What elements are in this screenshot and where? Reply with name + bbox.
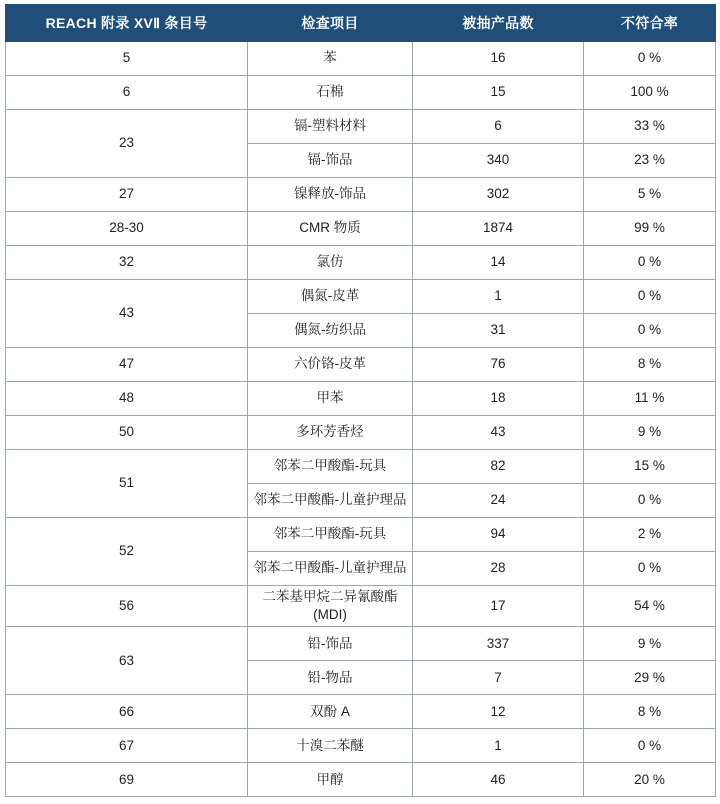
cell-sampled-count: 43 <box>413 416 584 450</box>
table-row <box>6 382 716 416</box>
cell-inspection-item: 镉-饰品 <box>248 144 413 178</box>
cell-noncompliance-rate: 54 % <box>584 586 716 627</box>
cell-inspection-item: 铅-物品 <box>248 661 413 695</box>
cell-noncompliance-rate: 23 % <box>584 144 716 178</box>
table-container <box>5 0 715 797</box>
cell-entry-number: 48 <box>6 382 248 416</box>
cell-inspection-item: 甲醇 <box>248 763 413 797</box>
cell-inspection-item: 偶氮-纺织品 <box>248 314 413 348</box>
cell-inspection-item: 甲苯 <box>248 382 413 416</box>
cell-noncompliance-rate: 0 % <box>584 552 716 586</box>
cell-noncompliance-rate: 99 % <box>584 212 716 246</box>
cell-inspection-item: 石棉 <box>248 76 413 110</box>
cell-inspection-item: 邻苯二甲酸酯-儿童护理品 <box>248 552 413 586</box>
table-row <box>6 518 716 552</box>
cell-entry-number: 5 <box>6 42 248 76</box>
cell-sampled-count: 1 <box>413 729 584 763</box>
table-row <box>6 178 716 212</box>
table-row <box>6 695 716 729</box>
cell-entry-number: 67 <box>6 729 248 763</box>
cell-inspection-item: 苯 <box>248 42 413 76</box>
cell-sampled-count: 6 <box>413 110 584 144</box>
cell-entry-number: 66 <box>6 695 248 729</box>
cell-inspection-item: 邻苯二甲酸酯-玩具 <box>248 450 413 484</box>
cell-entry-number: 32 <box>6 246 248 280</box>
cell-noncompliance-rate: 0 % <box>584 729 716 763</box>
table-row <box>6 450 716 484</box>
cell-sampled-count: 76 <box>413 348 584 382</box>
cell-entry-number: 43 <box>6 280 248 348</box>
cell-sampled-count: 18 <box>413 382 584 416</box>
table-body <box>6 42 716 797</box>
cell-noncompliance-rate: 0 % <box>584 280 716 314</box>
cell-sampled-count: 12 <box>413 695 584 729</box>
table-row <box>6 627 716 661</box>
cell-sampled-count: 46 <box>413 763 584 797</box>
cell-inspection-item: 镉-塑料材料 <box>248 110 413 144</box>
cell-noncompliance-rate: 0 % <box>584 246 716 280</box>
cell-sampled-count: 1 <box>413 280 584 314</box>
cell-sampled-count: 7 <box>413 661 584 695</box>
cell-inspection-item: 十溴二苯醚 <box>248 729 413 763</box>
cell-sampled-count: 24 <box>413 484 584 518</box>
cell-inspection-item: 铅-饰品 <box>248 627 413 661</box>
cell-entry-number: 47 <box>6 348 248 382</box>
cell-entry-number: 28-30 <box>6 212 248 246</box>
cell-entry-number: 56 <box>6 586 248 627</box>
cell-sampled-count: 340 <box>413 144 584 178</box>
cell-noncompliance-rate: 15 % <box>584 450 716 484</box>
cell-noncompliance-rate: 9 % <box>584 416 716 450</box>
table-row <box>6 416 716 450</box>
cell-sampled-count: 31 <box>413 314 584 348</box>
header-noncompliance-rate: 不符合率 <box>584 5 716 42</box>
cell-sampled-count: 28 <box>413 552 584 586</box>
cell-entry-number: 6 <box>6 76 248 110</box>
cell-sampled-count: 302 <box>413 178 584 212</box>
table-row <box>6 42 716 76</box>
reach-annex-xvii-table <box>5 4 716 797</box>
cell-inspection-item: 多环芳香烃 <box>248 416 413 450</box>
cell-sampled-count: 82 <box>413 450 584 484</box>
table-row <box>6 586 716 627</box>
cell-noncompliance-rate: 8 % <box>584 695 716 729</box>
cell-entry-number: 27 <box>6 178 248 212</box>
cell-noncompliance-rate: 0 % <box>584 484 716 518</box>
cell-noncompliance-rate: 5 % <box>584 178 716 212</box>
cell-entry-number: 50 <box>6 416 248 450</box>
cell-noncompliance-rate: 100 % <box>584 76 716 110</box>
cell-sampled-count: 1874 <box>413 212 584 246</box>
cell-noncompliance-rate: 8 % <box>584 348 716 382</box>
cell-inspection-item: CMR 物质 <box>248 212 413 246</box>
cell-entry-number: 23 <box>6 110 248 178</box>
cell-noncompliance-rate: 2 % <box>584 518 716 552</box>
table-header <box>6 5 716 42</box>
cell-inspection-item: 双酚 A <box>248 695 413 729</box>
header-row <box>6 5 716 42</box>
cell-sampled-count: 94 <box>413 518 584 552</box>
cell-inspection-item: 二苯基甲烷二异氰酸酯(MDI) <box>248 586 413 627</box>
cell-inspection-item: 镍释放-饰品 <box>248 178 413 212</box>
table-row <box>6 729 716 763</box>
cell-noncompliance-rate: 11 % <box>584 382 716 416</box>
cell-entry-number: 63 <box>6 627 248 695</box>
table-row <box>6 280 716 314</box>
cell-inspection-item: 邻苯二甲酸酯-儿童护理品 <box>248 484 413 518</box>
cell-sampled-count: 337 <box>413 627 584 661</box>
cell-inspection-item: 氯仿 <box>248 246 413 280</box>
cell-inspection-item: 偶氮-皮革 <box>248 280 413 314</box>
table-row <box>6 246 716 280</box>
cell-entry-number: 69 <box>6 763 248 797</box>
cell-sampled-count: 17 <box>413 586 584 627</box>
cell-inspection-item: 邻苯二甲酸酯-玩具 <box>248 518 413 552</box>
table-row <box>6 763 716 797</box>
cell-noncompliance-rate: 33 % <box>584 110 716 144</box>
table-row <box>6 110 716 144</box>
cell-sampled-count: 16 <box>413 42 584 76</box>
header-entry-number: REACH 附录 XVⅡ 条目号 <box>6 5 248 42</box>
cell-entry-number: 51 <box>6 450 248 518</box>
table-row <box>6 212 716 246</box>
cell-sampled-count: 15 <box>413 76 584 110</box>
cell-inspection-item: 六价铬-皮革 <box>248 348 413 382</box>
cell-noncompliance-rate: 29 % <box>584 661 716 695</box>
cell-noncompliance-rate: 0 % <box>584 314 716 348</box>
cell-noncompliance-rate: 0 % <box>584 42 716 76</box>
table-row <box>6 348 716 382</box>
header-sampled-count: 被抽产品数 <box>413 5 584 42</box>
cell-noncompliance-rate: 20 % <box>584 763 716 797</box>
cell-noncompliance-rate: 9 % <box>584 627 716 661</box>
table-row <box>6 76 716 110</box>
header-inspection-item: 检查项目 <box>248 5 413 42</box>
cell-sampled-count: 14 <box>413 246 584 280</box>
cell-entry-number: 52 <box>6 518 248 586</box>
